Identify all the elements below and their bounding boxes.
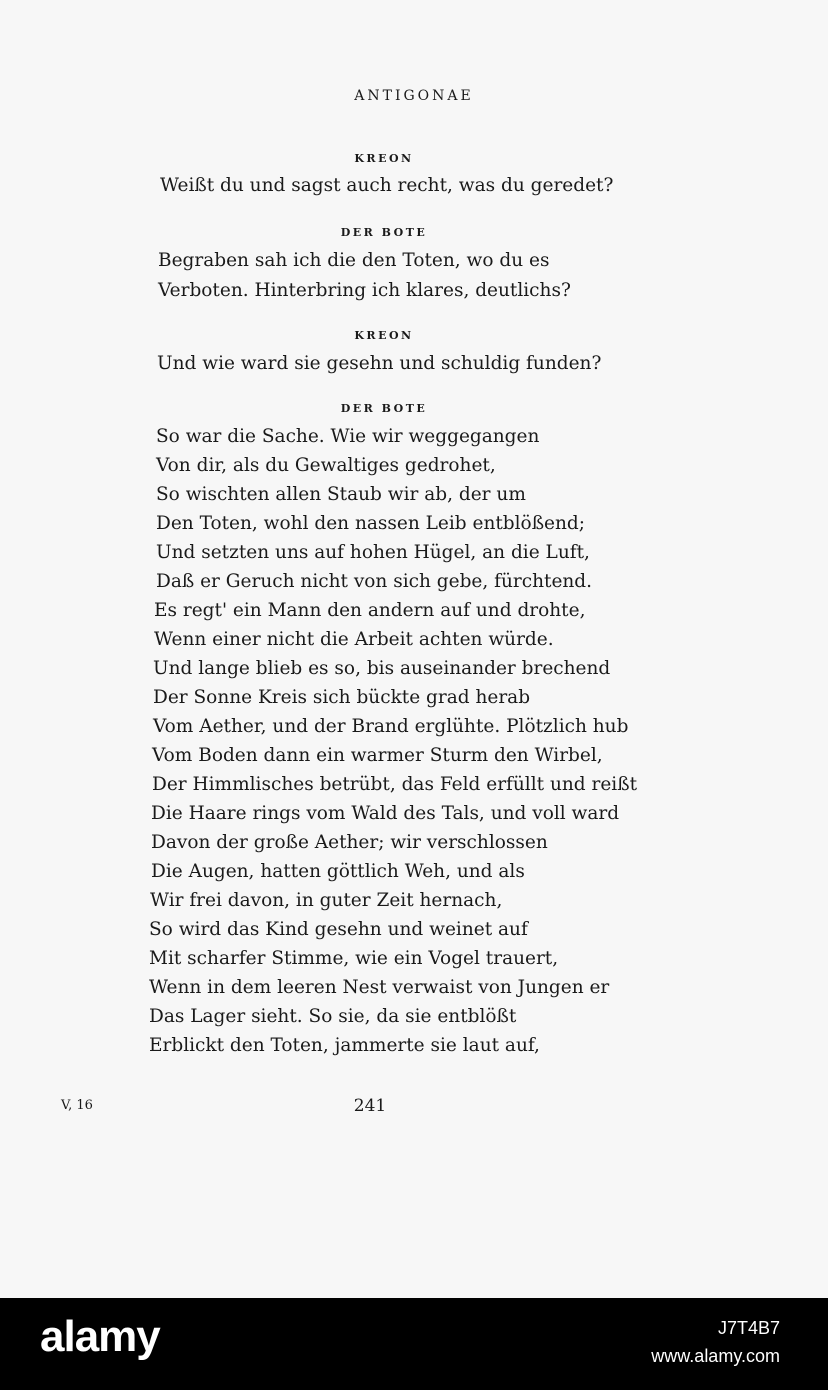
verse-line: Erblickt den Toten, jammerte sie laut auf, xyxy=(149,1035,540,1056)
verse-line: Wenn einer nicht die Arbeit achten würde. xyxy=(154,629,554,650)
verse-line: Das Lager sieht. So sie, da sie entblößt xyxy=(149,1006,517,1027)
verse-line: Vom Aether, und der Brand erglühte. Plötzlich hub xyxy=(153,716,629,737)
verse-line: Vom Boden dann ein warmer Sturm den Wirbel, xyxy=(152,745,603,766)
verse-line: Wenn in dem leeren Nest verwaist von Jungen er xyxy=(149,977,610,998)
speaker-label: KREON xyxy=(354,329,414,342)
verse-line: Weißt du und sagst auch recht, was du geredet? xyxy=(160,175,614,196)
verse-line: So wird das Kind gesehn und weinet auf xyxy=(149,919,528,940)
speaker-label: DER BOTE xyxy=(340,226,428,239)
speaker-label: KREON xyxy=(354,152,414,165)
verse-line: Verboten. Hinterbring ich klares, deutlichs? xyxy=(158,280,571,301)
signature-mark: V, 16 xyxy=(61,1098,93,1113)
site-url: www.alamy.com xyxy=(651,1346,780,1366)
verse-line: Der Sonne Kreis sich bückte grad herab xyxy=(153,687,531,708)
verse-line: Daß er Geruch nicht von sich gebe, fürchtend. xyxy=(156,571,593,592)
alamy-logo: alamy xyxy=(40,1312,160,1361)
verse-line: Der Himmlisches betrübt, das Feld erfüllt und reißt xyxy=(152,774,638,795)
verse-line: So wischten allen Staub wir ab, der um xyxy=(156,484,526,505)
verse-line: Davon der große Aether; wir verschlossen xyxy=(151,832,548,853)
verse-line: Begraben sah ich die den Toten, wo du es xyxy=(158,250,550,271)
verse-line: Die Haare rings vom Wald des Tals, und voll ward xyxy=(151,803,620,824)
image-id: J7T4B7 xyxy=(717,1318,780,1338)
running-head: ANTIGONAE xyxy=(354,88,474,104)
verse-line: So war die Sache. Wie wir weggegangen xyxy=(156,426,540,447)
verse-line: Wir frei davon, in guter Zeit hernach, xyxy=(150,890,503,911)
verse-line: Und setzten uns auf hohen Hügel, an die Luft, xyxy=(156,542,590,563)
verse-line: Es regt' ein Mann den andern auf und drohte, xyxy=(154,600,586,621)
verse-line: Und lange blieb es so, bis auseinander brechend xyxy=(153,658,611,679)
verse-line: Die Augen, hatten göttlich Weh, und als xyxy=(151,861,525,882)
verse-line: Mit scharfer Stimme, wie ein Vogel trauert, xyxy=(149,948,559,969)
verse-line: Und wie ward sie gesehn und schuldig funden? xyxy=(157,353,602,374)
verse-line: Den Toten, wohl den nassen Leib entblößend; xyxy=(156,513,585,534)
page-number: 241 xyxy=(353,1096,387,1116)
verse-line: Von dir, als du Gewaltiges gedrohet, xyxy=(156,455,496,476)
speaker-label: DER BOTE xyxy=(340,402,428,415)
